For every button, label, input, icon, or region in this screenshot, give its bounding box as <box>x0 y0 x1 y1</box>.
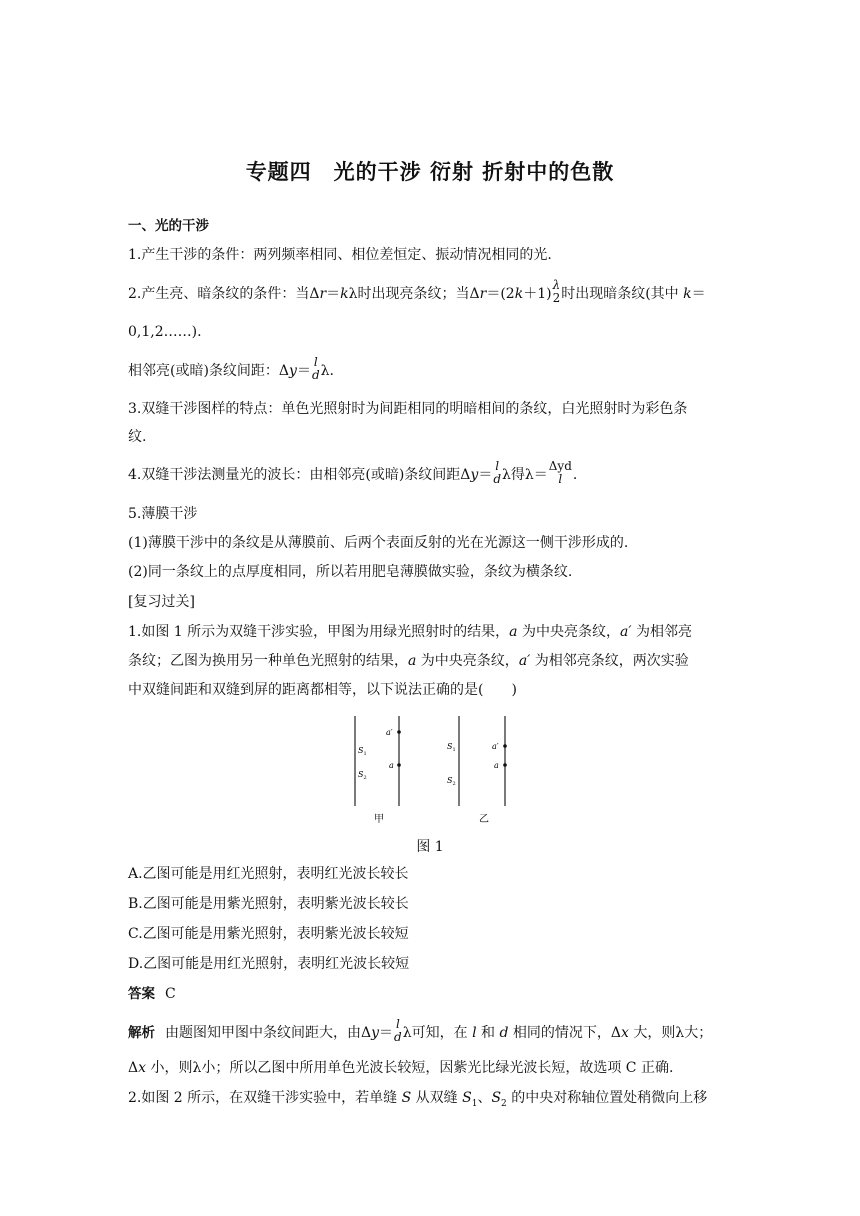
option-b: B.乙图可能是用紫光照射，表明紫光波长较长 <box>128 896 409 912</box>
fraction-dyd-over-l: Δyd l <box>548 459 572 486</box>
label-a-prime-left: a′ <box>386 728 393 737</box>
paragraph-pattern-features: 3.双缝干涉图样的特点：单色光照射时为间距相同的明暗相间的条纹，白光照射时为彩色条 <box>128 401 688 417</box>
question-1-line-3: 中双缝间距和双缝到屏的距离都相等，以下说法正确的是( ) <box>128 682 517 698</box>
paragraph-wavelength-measure: 4.双缝干涉法测量光的波长：由相邻亮(或暗)条纹间距Δy＝ l d λ得λ＝ Δyd l . <box>128 459 578 486</box>
answer-label: 答案 <box>128 986 155 1002</box>
figure-caption: 图 1 <box>416 839 444 855</box>
question-1-line-2: 条纹；乙图为换用另一种单色光照射的结果，a 为中央亮条纹，a′ 为相邻亮条纹，两次实验 <box>128 653 689 669</box>
paragraph-thin-film: 5.薄膜干涉 <box>128 506 198 522</box>
option-a: A.乙图可能是用红光照射，表明红光波长较长 <box>128 866 409 882</box>
answer-line <box>128 984 748 1004</box>
paragraph-thin-film-1: (1)薄膜干涉中的条纹是从薄膜前、后两个表面反射的光在光源这一侧干涉形成的. <box>128 535 629 551</box>
fraction-l-over-d: l d <box>493 459 501 486</box>
fraction-lambda-over-2: λ 2 <box>552 278 561 305</box>
fringe-point-a-left <box>397 763 401 767</box>
label-s1-left: $S_1$ <box>358 746 367 757</box>
section-heading: 一、光的干涉 <box>128 218 209 234</box>
double-slit-figure <box>340 713 520 828</box>
fringe-point-a-prime-right <box>503 744 507 748</box>
analysis-line-1: 解析 由题图知甲图中条纹间距大，由Δy＝ l d λ可知，在 l 和 d 相同的情况下，Δx 大，则λ大； <box>128 1017 713 1044</box>
label-s2-left: $S_2$ <box>358 770 367 781</box>
paragraph-continuation: 0,1,2……). <box>128 324 202 340</box>
label-yi: 乙 <box>479 814 489 825</box>
paragraph-fringe-condition: 2.产生亮、暗条纹的条件：当Δr＝kλ时出现亮条纹；当Δr＝(2k＋1) λ 2 时出现暗条纹(其中 k＝ <box>128 278 706 305</box>
fringe-point-a-right <box>503 763 507 767</box>
paragraph-interference-condition: 1.产生干涉的条件：两列频率相同、相位差恒定、振动情况相同的光. <box>128 247 552 263</box>
fringe-point-a-prime-left <box>397 730 401 734</box>
label-a-right: a <box>494 761 499 770</box>
label-jia: 甲 <box>374 814 384 825</box>
label-s1-right: $S_1$ <box>447 742 456 753</box>
page-title: 专题四 光的干涉 衍射 折射中的色散 <box>245 160 615 184</box>
review-heading: [复习过关] <box>128 594 195 610</box>
answer-value: C <box>165 986 176 1002</box>
option-c: C.乙图可能是用紫光照射，表明紫光波长较短 <box>128 926 409 942</box>
analysis-label: 解析 <box>128 1025 155 1041</box>
label-a-left: a <box>389 761 394 770</box>
option-d: D.乙图可能是用红光照射，表明红光波长较短 <box>128 956 410 972</box>
paragraph-thin-film-2: (2)同一条纹上的点厚度相同，所以若用肥皂薄膜做实验，条纹为横条纹. <box>128 564 573 580</box>
question-1-line-1: 1.如图 1 所示为双缝干涉实验，甲图为用绿光照射时的结果，a 为中央亮条纹，a′ 为相邻亮 <box>128 624 692 640</box>
label-a-prime-right: a′ <box>492 742 499 751</box>
question-2-line-1: 2.如图 2 所示，在双缝干涉实验中，若单缝 S 从双缝 $S_1$、$S_2$ 的中央对称轴位置处稍微向上移 <box>128 1090 708 1109</box>
paragraph-fringe-spacing: 相邻亮(或暗)条纹间距：Δy＝ l d λ. <box>128 355 334 382</box>
label-s2-right: $S_2$ <box>447 776 456 787</box>
paragraph-pattern-features-cont: 纹. <box>128 429 147 445</box>
fraction-l-over-d: l d <box>311 355 320 382</box>
analysis-line-2: Δx 小，则λ小；所以乙图中所用单色光波长较短，因紫光比绿光波长短，故选项 C 正确. <box>128 1060 674 1076</box>
fraction-l-over-d: l d <box>394 1017 402 1044</box>
